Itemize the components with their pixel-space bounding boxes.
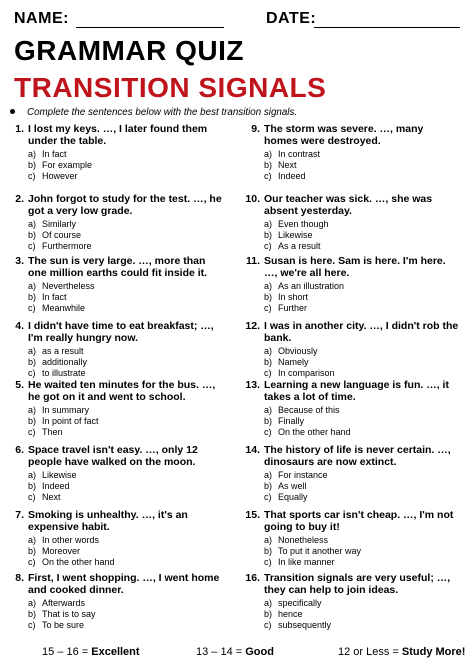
option-text: Obviously (278, 346, 318, 356)
option-letter: c) (28, 620, 36, 630)
option-letter: b) (28, 357, 37, 367)
answer-options (264, 405, 459, 438)
answer-options (264, 470, 459, 503)
option-text: Afterwards (42, 598, 86, 608)
question-text: Our teacher was sick. …, she was absent yesterday. (264, 193, 433, 217)
answer-option[interactable] (264, 470, 459, 481)
option-letter: c) (28, 171, 36, 181)
option-text: additionally (42, 357, 88, 367)
answer-option[interactable] (28, 292, 223, 303)
answer-option[interactable] (264, 609, 459, 620)
question-number: 2. (15, 193, 24, 205)
answer-options (28, 535, 223, 568)
option-text: As an illustration (278, 281, 345, 291)
option-letter: a) (264, 535, 273, 545)
answer-option[interactable] (28, 405, 223, 416)
date-label: DATE: (266, 10, 317, 27)
question-number: 1. (15, 123, 24, 135)
option-letter: a) (28, 598, 37, 608)
answer-option[interactable] (264, 171, 459, 182)
answer-option[interactable] (28, 598, 223, 609)
option-letter: c) (28, 557, 36, 567)
option-letter: b) (28, 546, 37, 556)
question-item (8, 444, 223, 503)
name-label: NAME: (14, 10, 69, 27)
option-letter: b) (264, 546, 273, 556)
option-text: Indeed (42, 481, 70, 491)
option-text: In other words (42, 535, 100, 545)
answer-options (28, 470, 223, 503)
question-item (8, 509, 223, 568)
option-text: Equally (278, 492, 308, 502)
option-letter: b) (264, 357, 273, 367)
question-number: 13. (245, 379, 260, 391)
answer-options (28, 281, 223, 314)
score-range: 13 – 14 = (196, 646, 243, 658)
answer-option[interactable] (28, 281, 223, 292)
score-range: 15 – 16 = (42, 646, 89, 658)
question-text: First, I went shopping. …, I went home and cooked dinner. (28, 572, 220, 596)
answer-option[interactable] (28, 492, 223, 503)
option-text: Finally (278, 416, 305, 426)
option-text: Moreover (42, 546, 81, 556)
question-text: The sun is very large. …, more than one million earths could fit inside it. (28, 255, 208, 279)
answer-option[interactable] (264, 416, 459, 427)
option-letter: c) (264, 427, 272, 437)
option-text: In contrast (278, 149, 321, 159)
question-text: I was in another city. …, I didn't rob the bank. (264, 320, 459, 344)
option-letter: c) (264, 620, 272, 630)
option-letter: a) (28, 346, 37, 356)
answer-options (264, 598, 459, 631)
option-text: In short (278, 292, 309, 302)
question-item (8, 123, 223, 182)
option-letter: a) (264, 219, 273, 229)
option-text: In fact (42, 292, 67, 302)
option-letter: a) (28, 281, 37, 291)
option-text: On the other hand (42, 557, 115, 567)
score-tier (338, 646, 465, 658)
option-text: Meanwhile (42, 303, 86, 313)
question-number: 14. (245, 444, 260, 456)
option-text: Of course (42, 230, 82, 240)
question-item (244, 379, 459, 438)
option-text: Then (42, 427, 63, 437)
answer-option[interactable] (28, 357, 223, 368)
question-text: Smoking is unhealthy. …, it's an expensive habit. (28, 509, 188, 533)
option-letter: a) (28, 470, 37, 480)
option-letter: b) (264, 160, 273, 170)
option-text: as a result (42, 346, 84, 356)
option-text: hence (278, 609, 303, 619)
answer-option[interactable] (28, 481, 223, 492)
option-text: As a result (278, 241, 321, 251)
answer-option[interactable] (264, 535, 459, 546)
question-item (8, 320, 223, 379)
option-text: Next (278, 160, 297, 170)
answer-option[interactable] (28, 219, 223, 230)
option-text: To be sure (42, 620, 85, 630)
question-text: I lost my keys. …, I later found them under the table. (28, 123, 208, 147)
answer-option[interactable] (28, 149, 223, 160)
option-letter: a) (264, 149, 273, 159)
answer-option[interactable] (264, 149, 459, 160)
bullet-icon (10, 109, 15, 114)
answer-option[interactable] (264, 281, 459, 292)
instructions (10, 107, 470, 118)
option-letter: c) (264, 171, 272, 181)
option-text: To put it another way (278, 546, 362, 556)
question-number: 12. (245, 320, 260, 332)
option-letter: c) (264, 303, 272, 313)
answer-option[interactable] (28, 535, 223, 546)
question-number: 11. (245, 255, 260, 267)
option-text: Likewise (42, 470, 77, 480)
option-letter: b) (28, 292, 37, 302)
question-text: Space travel isn't easy. …, only 12 people have walked on the moon. (28, 444, 198, 468)
option-letter: c) (264, 557, 272, 567)
answer-options (264, 535, 459, 568)
answer-option[interactable] (28, 427, 223, 438)
option-text: Next (42, 492, 61, 502)
question-item (8, 572, 223, 631)
question-text: The history of life is never certain. …, dinosaurs are now extinct. (264, 444, 451, 468)
option-text: However (42, 171, 78, 181)
answer-option[interactable] (28, 346, 223, 357)
name-line[interactable] (76, 27, 224, 28)
option-letter: b) (264, 609, 273, 619)
answer-option[interactable] (264, 241, 459, 252)
option-text: In point of fact (42, 416, 99, 426)
option-letter: a) (264, 470, 273, 480)
question-item (244, 123, 459, 182)
option-letter: c) (28, 303, 36, 313)
score-label: Study More! (401, 646, 466, 658)
option-letter: c) (28, 241, 36, 251)
option-letter: a) (28, 405, 37, 415)
question-text: The storm was severe. …, many homes were destroyed. (264, 123, 424, 147)
option-text: That is to say (42, 609, 96, 619)
question-item (244, 193, 459, 252)
option-letter: b) (264, 230, 273, 240)
answer-option[interactable] (28, 230, 223, 241)
option-letter: a) (28, 535, 37, 545)
answer-option[interactable] (264, 368, 459, 379)
answer-option[interactable] (264, 230, 459, 241)
answer-options (28, 219, 223, 252)
option-letter: a) (28, 149, 37, 159)
option-text: In summary (42, 405, 90, 415)
option-text: specifically (278, 598, 322, 608)
question-text: I didn't have time to eat breakfast; …, I'm really hungry now. (28, 320, 214, 344)
score-range: 12 or Less = (338, 646, 399, 658)
question-item (244, 320, 459, 379)
answer-option[interactable] (264, 620, 459, 631)
option-letter: a) (264, 281, 273, 291)
question-number: 15. (245, 509, 260, 521)
question-number: 4. (15, 320, 24, 332)
answer-option[interactable] (264, 546, 459, 557)
option-letter: a) (264, 346, 273, 356)
option-text: Namely (278, 357, 309, 367)
option-text: subsequently (278, 620, 332, 630)
option-text: to illustrate (42, 368, 86, 378)
question-number: 7. (15, 509, 24, 521)
question-number: 16. (245, 572, 260, 584)
option-text: Furthermore (42, 241, 92, 251)
answer-option[interactable] (28, 303, 223, 314)
option-text: For example (42, 160, 93, 170)
question-item (244, 572, 459, 631)
answer-option[interactable] (264, 346, 459, 357)
option-text: In like manner (278, 557, 335, 567)
option-text: Because of this (278, 405, 340, 415)
answer-option[interactable] (28, 171, 223, 182)
question-number: 3. (15, 255, 24, 267)
answer-option[interactable] (28, 609, 223, 620)
option-text: Nonetheless (278, 535, 329, 545)
option-letter: b) (28, 160, 37, 170)
option-letter: b) (28, 230, 37, 240)
answer-option[interactable] (28, 416, 223, 427)
option-letter: b) (264, 292, 273, 302)
answer-option[interactable] (28, 620, 223, 631)
answer-option[interactable] (264, 292, 459, 303)
question-text: That sports car isn't cheap. …, I'm not going to buy it! (264, 509, 454, 533)
quiz-title: GRAMMAR QUIZ (14, 35, 244, 66)
question-number: 9. (251, 123, 260, 135)
question-number: 8. (15, 572, 24, 584)
option-text: Indeed (278, 171, 306, 181)
option-text: Likewise (278, 230, 313, 240)
option-letter: a) (264, 598, 273, 608)
question-item (8, 193, 223, 252)
question-text: Learning a new language is fun. …, it takes a lot of time. (264, 379, 449, 403)
option-letter: c) (28, 427, 36, 437)
answer-option[interactable] (264, 427, 459, 438)
score-legend (0, 646, 474, 660)
answer-option[interactable] (264, 598, 459, 609)
question-item (8, 379, 223, 438)
option-letter: b) (28, 416, 37, 426)
option-text: In fact (42, 149, 67, 159)
option-letter: c) (264, 241, 272, 251)
header (14, 10, 460, 30)
question-number: 6. (15, 444, 24, 456)
answer-option[interactable] (264, 219, 459, 230)
option-letter: c) (264, 368, 272, 378)
option-text: In comparison (278, 368, 335, 378)
question-text: He waited ten minutes for the bus. …, he got on it and went to school. (28, 379, 216, 403)
option-letter: c) (28, 368, 36, 378)
option-letter: c) (28, 492, 36, 502)
option-letter: b) (28, 609, 37, 619)
question-number: 10. (245, 193, 260, 205)
option-letter: b) (264, 416, 273, 426)
answer-options (28, 598, 223, 631)
date-line[interactable] (314, 27, 460, 28)
question-item (244, 444, 459, 503)
question-text: Transition signals are very useful; …, they can help to join ideas. (264, 572, 451, 596)
answer-option[interactable] (28, 470, 223, 481)
answer-option[interactable] (28, 368, 223, 379)
answer-options (28, 346, 223, 379)
option-letter: a) (28, 219, 37, 229)
score-tier (42, 646, 140, 658)
score-label: Good (245, 646, 274, 658)
answer-options (28, 405, 223, 438)
answer-option[interactable] (264, 357, 459, 368)
option-text: On the other hand (278, 427, 351, 437)
answer-options (264, 281, 459, 314)
option-text: Further (278, 303, 308, 313)
answer-option[interactable] (264, 492, 459, 503)
option-letter: b) (264, 481, 273, 491)
question-item (8, 255, 223, 314)
question-text: Susan is here. Sam is here. I'm here. …, we're all here. (264, 255, 446, 279)
option-text: Even though (278, 219, 329, 229)
answer-options (264, 219, 459, 252)
answer-option[interactable] (28, 241, 223, 252)
answer-options (264, 346, 459, 379)
quiz-subtitle: TRANSITION SIGNALS (14, 72, 327, 103)
question-number: 5. (15, 379, 24, 391)
answer-option[interactable] (264, 405, 459, 416)
option-letter: c) (264, 492, 272, 502)
answer-option[interactable] (264, 481, 459, 492)
answer-options (28, 149, 223, 182)
answer-option[interactable] (28, 546, 223, 557)
option-text: As well (278, 481, 307, 491)
option-text: For instance (278, 470, 328, 480)
answer-option[interactable] (264, 557, 459, 568)
question-item (244, 255, 459, 314)
answer-option[interactable] (28, 557, 223, 568)
answer-option[interactable] (264, 160, 459, 171)
option-letter: b) (28, 481, 37, 491)
option-text: Similarly (42, 219, 77, 229)
answer-option[interactable] (28, 160, 223, 171)
score-tier (196, 646, 274, 658)
question-item (244, 509, 459, 568)
score-label: Excellent (91, 646, 140, 658)
question-text: John forgot to study for the test. …, he got a very low grade. (28, 193, 222, 217)
option-text: Nevertheless (42, 281, 95, 291)
answer-options (264, 149, 459, 182)
option-letter: a) (264, 405, 273, 415)
instructions-text: Complete the sentences below with the best transition signals. (27, 107, 298, 118)
answer-option[interactable] (264, 303, 459, 314)
